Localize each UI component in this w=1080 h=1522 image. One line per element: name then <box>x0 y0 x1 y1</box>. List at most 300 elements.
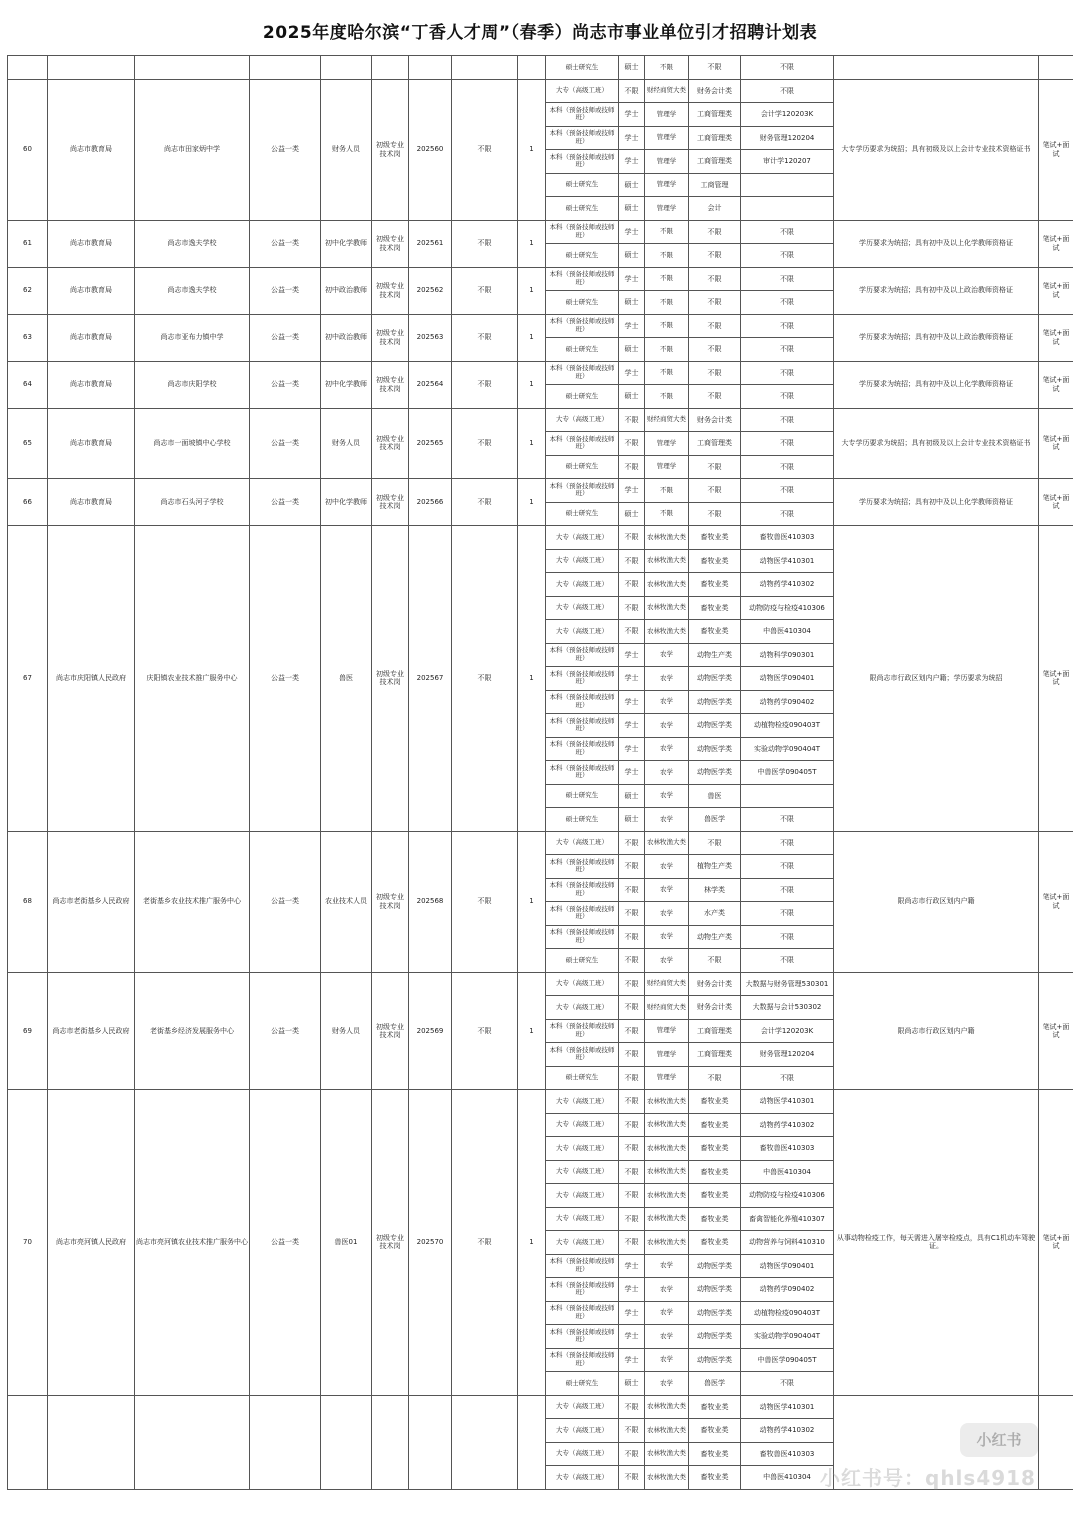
major-cell <box>741 784 834 808</box>
table-row <box>8 1090 1074 1114</box>
discipline-class-cell: 畜牧业类 <box>689 1419 741 1443</box>
degree-cell: 不限 <box>619 1113 645 1137</box>
department-cell: 尚志市教育局 <box>48 220 135 267</box>
discipline-category-cell: 农林牧渔大类 <box>645 549 689 573</box>
discipline-category-cell: 财经商贸大类 <box>645 79 689 103</box>
age-limit-cell: 不限 <box>452 831 518 972</box>
major-cell: 畜禽智能化养殖410307 <box>741 1207 834 1231</box>
major-cell: 实验动物学090404T <box>741 1325 834 1349</box>
unit-name-cell <box>135 1395 250 1489</box>
discipline-class-cell: 不限 <box>689 291 741 315</box>
major-cell: 不限 <box>741 502 834 526</box>
requirements-cell: 学历要求为统招；具有初中及以上化学教师资格证 <box>834 220 1039 267</box>
position-name-cell: 财务人员 <box>321 972 372 1090</box>
discipline-category-cell: 财经商贸大类 <box>645 996 689 1020</box>
unit-name-cell: 尚志市亚布力镇中学 <box>135 314 250 361</box>
row-number-cell <box>8 56 48 80</box>
education-cell: 本科（预备技师或技师班） <box>546 1278 619 1302</box>
major-cell: 不限 <box>741 831 834 855</box>
age-limit-cell: 不限 <box>452 220 518 267</box>
discipline-class-cell: 动物医学类 <box>689 737 741 761</box>
major-cell: 动物医学090401 <box>741 1254 834 1278</box>
degree-cell: 学士 <box>619 667 645 691</box>
department-cell: 尚志市庆阳镇人民政府 <box>48 526 135 832</box>
education-cell: 大专（高级工班） <box>546 1466 619 1490</box>
education-cell: 大专（高级工班） <box>546 1184 619 1208</box>
discipline-category-cell: 管理学 <box>645 150 689 174</box>
discipline-category-cell: 不限 <box>645 479 689 503</box>
discipline-category-cell: 农林牧渔大类 <box>645 1090 689 1114</box>
degree-cell: 硕士 <box>619 338 645 362</box>
education-cell: 大专（高级工班） <box>546 1113 619 1137</box>
discipline-class-cell: 畜牧业类 <box>689 1466 741 1490</box>
age-limit-cell: 不限 <box>452 314 518 361</box>
degree-cell: 硕士 <box>619 173 645 197</box>
discipline-category-cell: 农学 <box>645 1301 689 1325</box>
discipline-class-cell: 畜牧业类 <box>689 1113 741 1137</box>
major-cell: 中兽医学090405T <box>741 1348 834 1372</box>
discipline-class-cell: 财务会计类 <box>689 408 741 432</box>
table-row <box>8 479 1074 503</box>
education-cell: 硕士研究生 <box>546 1372 619 1396</box>
discipline-category-cell: 农学 <box>645 902 689 926</box>
position-name-cell <box>321 1395 372 1489</box>
position-name-cell: 初中化学教师 <box>321 220 372 267</box>
major-cell: 动物药学410302 <box>741 1113 834 1137</box>
discipline-class-cell: 植物生产类 <box>689 855 741 879</box>
discipline-class-cell: 不限 <box>689 502 741 526</box>
discipline-class-cell: 动物生产类 <box>689 643 741 667</box>
discipline-category-cell: 农林牧渔大类 <box>645 1137 689 1161</box>
major-cell: 动物防疫与检疫410306 <box>741 1184 834 1208</box>
major-cell: 不限 <box>741 291 834 315</box>
age-limit-cell: 不限 <box>452 972 518 1090</box>
position-name-cell: 农业技术人员 <box>321 831 372 972</box>
degree-cell: 不限 <box>619 1395 645 1419</box>
degree-cell: 不限 <box>619 831 645 855</box>
row-number-cell: 60 <box>8 79 48 220</box>
major-cell: 大数据与会计530302 <box>741 996 834 1020</box>
discipline-class-cell: 不限 <box>689 314 741 338</box>
position-name-cell: 初中化学教师 <box>321 361 372 408</box>
position-type-cell: 初级专业技术岗 <box>372 972 409 1090</box>
department-cell: 尚志市亮河镇人民政府 <box>48 1090 135 1396</box>
discipline-class-cell: 工商管理类 <box>689 103 741 127</box>
education-cell: 本科（预备技师或技师班） <box>546 361 619 385</box>
major-cell: 动物药学090402 <box>741 690 834 714</box>
degree-cell: 学士 <box>619 643 645 667</box>
discipline-class-cell: 畜牧业类 <box>689 1184 741 1208</box>
unit-name-cell: 尚志市一面坡镇中心学校 <box>135 408 250 479</box>
discipline-class-cell: 动物医学类 <box>689 761 741 785</box>
discipline-class-cell: 工商管理类 <box>689 1043 741 1067</box>
unit-name-cell <box>135 56 250 80</box>
education-cell: 硕士研究生 <box>546 949 619 973</box>
education-cell: 硕士研究生 <box>546 385 619 409</box>
age-limit-cell: 不限 <box>452 479 518 526</box>
row-number-cell: 63 <box>8 314 48 361</box>
hire-count-cell: 1 <box>518 408 546 479</box>
requirements-cell <box>834 56 1039 80</box>
discipline-category-cell: 不限 <box>645 267 689 291</box>
degree-cell: 学士 <box>619 1278 645 1302</box>
major-cell: 动物防疫与检疫410306 <box>741 596 834 620</box>
degree-cell: 不限 <box>619 925 645 949</box>
unit-name-cell: 庆阳镇农业技术推广服务中心 <box>135 526 250 832</box>
unit-category-cell: 公益一类 <box>250 479 321 526</box>
discipline-class-cell: 兽医 <box>689 784 741 808</box>
degree-cell: 不限 <box>619 1137 645 1161</box>
degree-cell: 学士 <box>619 1325 645 1349</box>
degree-cell: 不限 <box>619 526 645 550</box>
requirements-cell: 学历要求为统招；具有初中及以上化学教师资格证 <box>834 479 1039 526</box>
major-cell: 不限 <box>741 855 834 879</box>
major-cell: 不限 <box>741 925 834 949</box>
discipline-category-cell: 管理学 <box>645 432 689 456</box>
unit-category-cell: 公益一类 <box>250 267 321 314</box>
major-cell: 不限 <box>741 314 834 338</box>
age-limit-cell <box>452 56 518 80</box>
table-body <box>8 56 1074 1490</box>
unit-category-cell: 公益一类 <box>250 79 321 220</box>
education-cell: 本科（预备技师或技师班） <box>546 103 619 127</box>
position-code-cell: 202566 <box>409 479 452 526</box>
major-cell: 会计学120203K <box>741 1019 834 1043</box>
unit-category-cell: 公益一类 <box>250 314 321 361</box>
education-cell: 大专（高级工班） <box>546 596 619 620</box>
discipline-class-cell: 畜牧业类 <box>689 1442 741 1466</box>
discipline-class-cell: 不限 <box>689 220 741 244</box>
discipline-category-cell: 管理学 <box>645 197 689 221</box>
requirements-cell: 限尚志市行政区划内户籍；学历要求为统招 <box>834 526 1039 832</box>
hire-count-cell: 1 <box>518 479 546 526</box>
department-cell <box>48 1395 135 1489</box>
degree-cell: 学士 <box>619 314 645 338</box>
position-code-cell <box>409 1395 452 1489</box>
education-cell: 本科（预备技师或技师班） <box>546 667 619 691</box>
discipline-class-cell: 水产类 <box>689 902 741 926</box>
hire-count-cell: 1 <box>518 220 546 267</box>
position-code-cell: 202565 <box>409 408 452 479</box>
discipline-category-cell: 农学 <box>645 737 689 761</box>
discipline-category-cell: 农学 <box>645 690 689 714</box>
discipline-class-cell: 兽医学 <box>689 808 741 832</box>
page-title: 2025年度哈尔滨“丁香人才周”（春季）尚志市事业单位引才招聘计划表 <box>262 23 818 43</box>
discipline-category-cell: 农学 <box>645 761 689 785</box>
discipline-class-cell: 畜牧业类 <box>689 1231 741 1255</box>
major-cell: 动物科学090301 <box>741 643 834 667</box>
department-cell: 尚志市老街基乡人民政府 <box>48 972 135 1090</box>
discipline-category-cell: 农林牧渔大类 <box>645 1207 689 1231</box>
position-code-cell: 202562 <box>409 267 452 314</box>
unit-name-cell: 尚志市石头河子学校 <box>135 479 250 526</box>
education-cell: 大专（高级工班） <box>546 526 619 550</box>
education-cell: 本科（预备技师或技师班） <box>546 643 619 667</box>
major-cell <box>741 197 834 221</box>
unit-name-cell: 尚志市亮河镇农业技术推广服务中心 <box>135 1090 250 1396</box>
degree-cell: 硕士 <box>619 244 645 268</box>
discipline-category-cell: 农学 <box>645 1254 689 1278</box>
degree-cell: 学士 <box>619 737 645 761</box>
position-code-cell: 202561 <box>409 220 452 267</box>
department-cell: 尚志市教育局 <box>48 314 135 361</box>
discipline-class-cell: 畜牧业类 <box>689 1090 741 1114</box>
table-row <box>8 1395 1074 1419</box>
degree-cell: 学士 <box>619 220 645 244</box>
education-cell: 本科（预备技师或技师班） <box>546 150 619 174</box>
position-name-cell <box>321 56 372 80</box>
position-type-cell: 初级专业技术岗 <box>372 220 409 267</box>
age-limit-cell: 不限 <box>452 79 518 220</box>
degree-cell: 学士 <box>619 1254 645 1278</box>
recruitment-table <box>7 55 1073 1490</box>
exam-method-cell: 笔试+面试 <box>1039 408 1074 479</box>
exam-method-cell: 笔试+面试 <box>1039 479 1074 526</box>
major-cell: 不限 <box>741 808 834 832</box>
major-cell: 中兽医410304 <box>741 1160 834 1184</box>
department-cell: 尚志市教育局 <box>48 479 135 526</box>
education-cell: 大专（高级工班） <box>546 1419 619 1443</box>
age-limit-cell: 不限 <box>452 267 518 314</box>
discipline-class-cell: 财务会计类 <box>689 79 741 103</box>
row-number-cell: 66 <box>8 479 48 526</box>
major-cell: 动物医学410301 <box>741 1395 834 1419</box>
degree-cell: 不限 <box>619 902 645 926</box>
discipline-category-cell: 农学 <box>645 855 689 879</box>
exam-method-cell: 笔试+面试 <box>1039 314 1074 361</box>
discipline-category-cell: 农林牧渔大类 <box>645 1466 689 1490</box>
unit-category-cell: 公益一类 <box>250 831 321 972</box>
unit-name-cell: 老街基乡经济发展服务中心 <box>135 972 250 1090</box>
watermark-account: 小红书号：qhls4918 <box>820 1466 1036 1490</box>
discipline-category-cell: 农林牧渔大类 <box>645 1113 689 1137</box>
department-cell <box>48 56 135 80</box>
exam-method-cell: 笔试+面试 <box>1039 267 1074 314</box>
position-type-cell: 初级专业技术岗 <box>372 1090 409 1396</box>
education-cell: 硕士研究生 <box>546 808 619 832</box>
discipline-category-cell: 农学 <box>645 949 689 973</box>
requirements-cell: 学历要求为统招；具有初中及以上政治教师资格证 <box>834 267 1039 314</box>
table-row <box>8 220 1074 244</box>
education-cell: 硕士研究生 <box>546 244 619 268</box>
education-cell: 本科（预备技师或技师班） <box>546 1348 619 1372</box>
discipline-class-cell: 动物医学类 <box>689 1254 741 1278</box>
degree-cell: 硕士 <box>619 1372 645 1396</box>
position-code-cell: 202569 <box>409 972 452 1090</box>
position-code-cell: 202563 <box>409 314 452 361</box>
education-cell: 本科（预备技师或技师班） <box>546 855 619 879</box>
major-cell: 中兽医学090405T <box>741 761 834 785</box>
unit-category-cell <box>250 1395 321 1489</box>
position-type-cell: 初级专业技术岗 <box>372 79 409 220</box>
education-cell: 硕士研究生 <box>546 197 619 221</box>
education-cell: 本科（预备技师或技师班） <box>546 1043 619 1067</box>
major-cell: 不限 <box>741 479 834 503</box>
major-cell: 不限 <box>741 1066 834 1090</box>
education-cell: 大专（高级工班） <box>546 1137 619 1161</box>
degree-cell: 学士 <box>619 714 645 738</box>
position-code-cell: 202570 <box>409 1090 452 1396</box>
degree-cell: 学士 <box>619 103 645 127</box>
age-limit-cell: 不限 <box>452 361 518 408</box>
discipline-category-cell: 农学 <box>645 925 689 949</box>
discipline-category-cell: 财经商贸大类 <box>645 972 689 996</box>
department-cell: 尚志市教育局 <box>48 361 135 408</box>
department-cell: 尚志市教育局 <box>48 267 135 314</box>
exam-method-cell: 笔试+面试 <box>1039 972 1074 1090</box>
discipline-class-cell: 工商管理类 <box>689 126 741 150</box>
education-cell: 本科（预备技师或技师班） <box>546 878 619 902</box>
major-cell: 动物药学090402 <box>741 1278 834 1302</box>
discipline-category-cell: 农学 <box>645 714 689 738</box>
major-cell: 不限 <box>741 244 834 268</box>
position-name-cell: 财务人员 <box>321 79 372 220</box>
discipline-class-cell: 畜牧业类 <box>689 1160 741 1184</box>
education-cell: 本科（预备技师或技师班） <box>546 1325 619 1349</box>
exam-method-cell: 笔试+面试 <box>1039 831 1074 972</box>
major-cell: 不限 <box>741 902 834 926</box>
discipline-category-cell: 不限 <box>645 220 689 244</box>
degree-cell: 学士 <box>619 1301 645 1325</box>
discipline-class-cell: 畜牧业类 <box>689 573 741 597</box>
discipline-category-cell: 农学 <box>645 643 689 667</box>
table-row <box>8 526 1074 550</box>
discipline-class-cell: 不限 <box>689 949 741 973</box>
requirements-cell: 大专学历要求为统招；具有初级及以上会计专业技术资格证书 <box>834 79 1039 220</box>
table-row <box>8 361 1074 385</box>
row-number-cell: 62 <box>8 267 48 314</box>
degree-cell: 不限 <box>619 455 645 479</box>
discipline-class-cell: 动物医学类 <box>689 1278 741 1302</box>
position-name-cell: 财务人员 <box>321 408 372 479</box>
education-cell: 大专（高级工班） <box>546 996 619 1020</box>
major-cell: 动物医学410301 <box>741 1090 834 1114</box>
discipline-class-cell: 不限 <box>689 385 741 409</box>
education-cell: 本科（预备技师或技师班） <box>546 126 619 150</box>
discipline-category-cell: 管理学 <box>645 173 689 197</box>
discipline-class-cell: 畜牧业类 <box>689 1395 741 1419</box>
row-number-cell: 64 <box>8 361 48 408</box>
age-limit-cell: 不限 <box>452 526 518 832</box>
degree-cell: 不限 <box>619 1231 645 1255</box>
hire-count-cell: 1 <box>518 972 546 1090</box>
education-cell: 大专（高级工班） <box>546 573 619 597</box>
position-code-cell: 202560 <box>409 79 452 220</box>
discipline-class-cell: 不限 <box>689 479 741 503</box>
discipline-class-cell: 畜牧业类 <box>689 1137 741 1161</box>
hire-count-cell: 1 <box>518 267 546 314</box>
education-cell: 硕士研究生 <box>546 502 619 526</box>
position-code-cell: 202564 <box>409 361 452 408</box>
degree-cell: 不限 <box>619 949 645 973</box>
unit-category-cell <box>250 56 321 80</box>
exam-method-cell: 笔试+面试 <box>1039 79 1074 220</box>
degree-cell: 不限 <box>619 1184 645 1208</box>
discipline-category-cell: 农林牧渔大类 <box>645 831 689 855</box>
discipline-category-cell: 不限 <box>645 314 689 338</box>
hire-count-cell: 1 <box>518 79 546 220</box>
degree-cell: 不限 <box>619 1090 645 1114</box>
position-type-cell: 初级专业技术岗 <box>372 361 409 408</box>
discipline-class-cell: 动物医学类 <box>689 690 741 714</box>
degree-cell: 硕士 <box>619 385 645 409</box>
position-code-cell: 202568 <box>409 831 452 972</box>
table-row <box>8 408 1074 432</box>
education-cell: 大专（高级工班） <box>546 408 619 432</box>
requirements-cell: 限尚志市行政区划内户籍 <box>834 831 1039 972</box>
degree-cell: 不限 <box>619 972 645 996</box>
discipline-class-cell: 不限 <box>689 361 741 385</box>
discipline-category-cell: 农林牧渔大类 <box>645 620 689 644</box>
table-row <box>8 831 1074 855</box>
discipline-category-cell: 管理学 <box>645 1043 689 1067</box>
discipline-category-cell: 农学 <box>645 784 689 808</box>
exam-method-cell <box>1039 56 1074 80</box>
discipline-category-cell: 农学 <box>645 1278 689 1302</box>
degree-cell: 不限 <box>619 1442 645 1466</box>
discipline-class-cell: 不限 <box>689 56 741 80</box>
discipline-class-cell: 财务会计类 <box>689 972 741 996</box>
degree-cell: 学士 <box>619 1348 645 1372</box>
unit-name-cell: 尚志市逸夫学校 <box>135 220 250 267</box>
position-name-cell: 兽医 <box>321 526 372 832</box>
education-cell: 硕士研究生 <box>546 338 619 362</box>
position-type-cell: 初级专业技术岗 <box>372 831 409 972</box>
requirements-cell: 限尚志市行政区划内户籍 <box>834 972 1039 1090</box>
age-limit-cell <box>452 1395 518 1489</box>
position-code-cell <box>409 56 452 80</box>
major-cell: 动植物检疫090403T <box>741 1301 834 1325</box>
major-cell: 大数据与财务管理530301 <box>741 972 834 996</box>
hire-count-cell: 1 <box>518 831 546 972</box>
department-cell: 尚志市教育局 <box>48 408 135 479</box>
degree-cell: 学士 <box>619 690 645 714</box>
major-cell: 畜牧兽医410303 <box>741 1137 834 1161</box>
education-cell: 本科（预备技师或技师班） <box>546 1019 619 1043</box>
position-type-cell: 初级专业技术岗 <box>372 526 409 832</box>
degree-cell: 不限 <box>619 408 645 432</box>
degree-cell: 不限 <box>619 620 645 644</box>
education-cell: 大专（高级工班） <box>546 620 619 644</box>
education-cell: 硕士研究生 <box>546 173 619 197</box>
discipline-category-cell: 管理学 <box>645 455 689 479</box>
hire-count-cell <box>518 56 546 80</box>
major-cell: 不限 <box>741 220 834 244</box>
discipline-class-cell: 畜牧业类 <box>689 1207 741 1231</box>
degree-cell: 不限 <box>619 573 645 597</box>
degree-cell: 硕士 <box>619 56 645 80</box>
discipline-class-cell: 不限 <box>689 338 741 362</box>
table-row <box>8 56 1074 80</box>
hire-count-cell: 1 <box>518 361 546 408</box>
degree-cell: 硕士 <box>619 808 645 832</box>
row-number-cell: 67 <box>8 526 48 832</box>
discipline-category-cell: 不限 <box>645 244 689 268</box>
discipline-category-cell: 农林牧渔大类 <box>645 1231 689 1255</box>
position-type-cell: 初级专业技术岗 <box>372 479 409 526</box>
major-cell: 不限 <box>741 432 834 456</box>
major-cell: 动物药学410302 <box>741 1419 834 1443</box>
education-cell: 本科（预备技师或技师班） <box>546 690 619 714</box>
requirements-cell: 学历要求为统招；具有初中及以上政治教师资格证 <box>834 314 1039 361</box>
discipline-class-cell: 畜牧业类 <box>689 526 741 550</box>
discipline-category-cell: 农学 <box>645 1348 689 1372</box>
education-cell: 本科（预备技师或技师班） <box>546 479 619 503</box>
education-cell: 大专（高级工班） <box>546 831 619 855</box>
discipline-category-cell: 不限 <box>645 56 689 80</box>
recruitment-table-container <box>7 55 1073 1495</box>
education-cell: 硕士研究生 <box>546 56 619 80</box>
